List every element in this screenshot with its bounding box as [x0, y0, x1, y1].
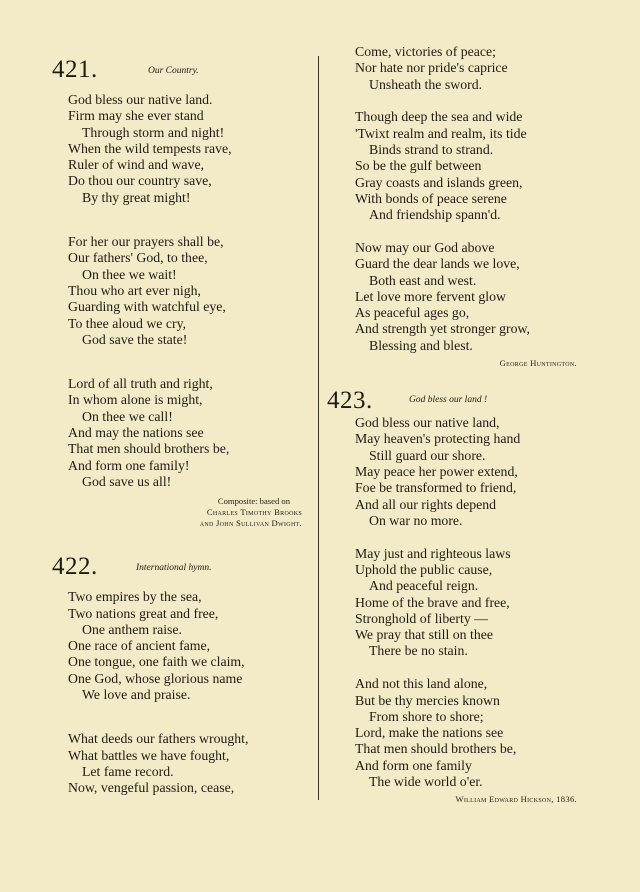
- verse-line: And peaceful reign.: [369, 578, 479, 594]
- verse-line: On war no more.: [369, 512, 463, 528]
- hymn-credit: [327, 358, 577, 369]
- verse-line: The wide world o'er.: [369, 773, 483, 789]
- verse-line: Now, vengeful passion, cease,: [68, 780, 235, 796]
- verse-line: What battles we have fought,: [68, 747, 230, 763]
- hymn-422: [52, 553, 312, 796]
- stanza: [68, 376, 312, 490]
- verse-line: Binds strand to strand.: [369, 141, 494, 157]
- verse-line: One anthem raise.: [82, 621, 182, 637]
- verse-line: But be thy mercies known: [355, 692, 500, 708]
- verse-line: Now may our God above: [355, 239, 495, 255]
- verse-line: God bless our native land,: [355, 415, 500, 431]
- verse-line: On thee we call!: [82, 408, 173, 424]
- verse-line: Uphold the public cause,: [355, 561, 493, 577]
- credit-line: Charles Timothy Brooks: [206, 507, 302, 518]
- verse-line: One God, whose glorious name: [68, 670, 243, 686]
- verse-line: One tongue, one faith we claim,: [68, 654, 245, 670]
- verse-line: We love and praise.: [82, 687, 191, 703]
- verse-line: 'Twixt realm and realm, its tide: [355, 125, 527, 141]
- verse-line: That men should brothers be,: [355, 741, 517, 757]
- stanza: [68, 731, 312, 796]
- stanza: [68, 92, 312, 206]
- verse-line: From shore to shore;: [369, 708, 484, 724]
- stanza: [355, 546, 587, 660]
- hymn-title: Our Country.: [148, 66, 199, 76]
- hymn-credit: [52, 496, 302, 529]
- verse-line: Though deep the sea and wide: [355, 109, 523, 125]
- stanza: [355, 415, 587, 529]
- verse-line: In whom alone is might,: [68, 392, 203, 408]
- verse-line: Let love more fervent glow: [355, 288, 506, 304]
- verse-line: May just and righteous laws: [355, 545, 511, 561]
- verse-line: To thee aloud we cry,: [68, 315, 187, 331]
- hymn-header: [52, 553, 312, 589]
- verse-line: As peaceful ages go,: [355, 305, 470, 321]
- verse-line: Both east and west.: [369, 272, 477, 288]
- verse-line: Blessing and blest.: [369, 337, 473, 353]
- stanza: [68, 234, 312, 348]
- verse-line: And may the nations see: [68, 425, 204, 441]
- verse-line: Unsheath the sword.: [369, 76, 483, 92]
- hymn-header: [52, 56, 312, 92]
- verse-line: And strength yet stronger grow,: [355, 321, 530, 337]
- verse-line: And form one family: [355, 757, 472, 773]
- verse-line: We pray that still on thee: [355, 627, 493, 643]
- verse-line: Nor hate nor pride's caprice: [355, 60, 508, 76]
- verse-line: And all our rights depend: [355, 496, 497, 512]
- verse-line: That men should brothers be,: [68, 441, 230, 457]
- verse-line: Two nations great and free,: [68, 605, 219, 621]
- verse-line: Guard the dear lands we love,: [355, 256, 520, 272]
- verse-line: Thou who art ever nigh,: [68, 282, 201, 298]
- hymn-title: God bless our land !: [409, 395, 488, 406]
- verse-line: God save the state!: [82, 331, 188, 347]
- verse-line: God bless our native land.: [68, 92, 213, 107]
- verse-line: Stronghold of liberty —: [355, 610, 488, 626]
- hymn-header: [327, 387, 587, 415]
- verse-line: And form one family!: [68, 457, 190, 473]
- verse-line: So be the gulf between: [355, 158, 482, 174]
- verse-line: May peace her power extend,: [355, 463, 518, 479]
- column-divider: [318, 56, 319, 800]
- verse-line: One race of ancient fame,: [68, 638, 211, 654]
- hymn-number: 423.: [327, 387, 373, 415]
- verse-line: On thee we wait!: [82, 266, 177, 282]
- hymn-credit: [327, 794, 577, 805]
- verse-line: Do thou our country save,: [68, 173, 212, 189]
- verse-line: Guarding with watchful eye,: [68, 299, 226, 315]
- verse-line: By thy great might!: [82, 189, 191, 205]
- credit-line: George Huntington.: [499, 358, 577, 369]
- stanza: [355, 676, 587, 790]
- verse-line: May heaven's protecting hand: [355, 431, 521, 447]
- verse-line: For her our prayers shall be,: [68, 234, 224, 250]
- verse-line: Two empires by the sea,: [68, 589, 202, 605]
- credit-line: and John Sullivan Dwight.: [199, 518, 302, 529]
- verse-line: Come, victories of peace;: [355, 44, 496, 59]
- verse-line: Our fathers' God, to thee,: [68, 250, 208, 266]
- verse-line: Through storm and night!: [82, 124, 225, 140]
- left-column: [52, 56, 312, 813]
- verse-line: And friendship spann'd.: [369, 207, 501, 223]
- verse-line: Still guard our shore.: [369, 447, 486, 463]
- credit-line: Composite: based on: [217, 496, 290, 507]
- verse-line: Let fame record.: [82, 763, 174, 779]
- verse-line: Lord, make the nations see: [355, 725, 504, 741]
- verse-line: Home of the brave and free,: [355, 594, 510, 610]
- stanza: [68, 589, 312, 703]
- verse-line: There be no stain.: [369, 643, 468, 659]
- verse-line: Gray coasts and islands green,: [355, 174, 523, 190]
- hymn-number: 421.: [52, 56, 98, 83]
- right-column: [327, 44, 587, 805]
- verse-line: And not this land alone,: [355, 676, 488, 692]
- verse-line: Ruler of wind and wave,: [68, 157, 205, 173]
- stanza: [355, 240, 587, 354]
- verse-line: Firm may she ever stand: [68, 108, 204, 124]
- verse-line: Lord of all truth and right,: [68, 376, 213, 392]
- hymn-title: International hymn.: [136, 563, 212, 574]
- verse-line: With bonds of peace serene: [355, 190, 507, 206]
- verse-line: Foe be transformed to friend,: [355, 480, 517, 496]
- verse-line: When the wild tempests rave,: [68, 140, 232, 156]
- verse-line: What deeds our fathers wrought,: [68, 731, 249, 747]
- verse-line: God save us all!: [82, 473, 172, 489]
- credit-line: William Edward Hickson, 1836.: [455, 794, 577, 805]
- stanza: [355, 44, 587, 93]
- hymn-number: 422.: [52, 553, 98, 581]
- hymn-423: [327, 387, 587, 805]
- stanza: [355, 109, 587, 223]
- hymn-422-continued: [327, 44, 587, 354]
- hymn-421: [52, 56, 312, 529]
